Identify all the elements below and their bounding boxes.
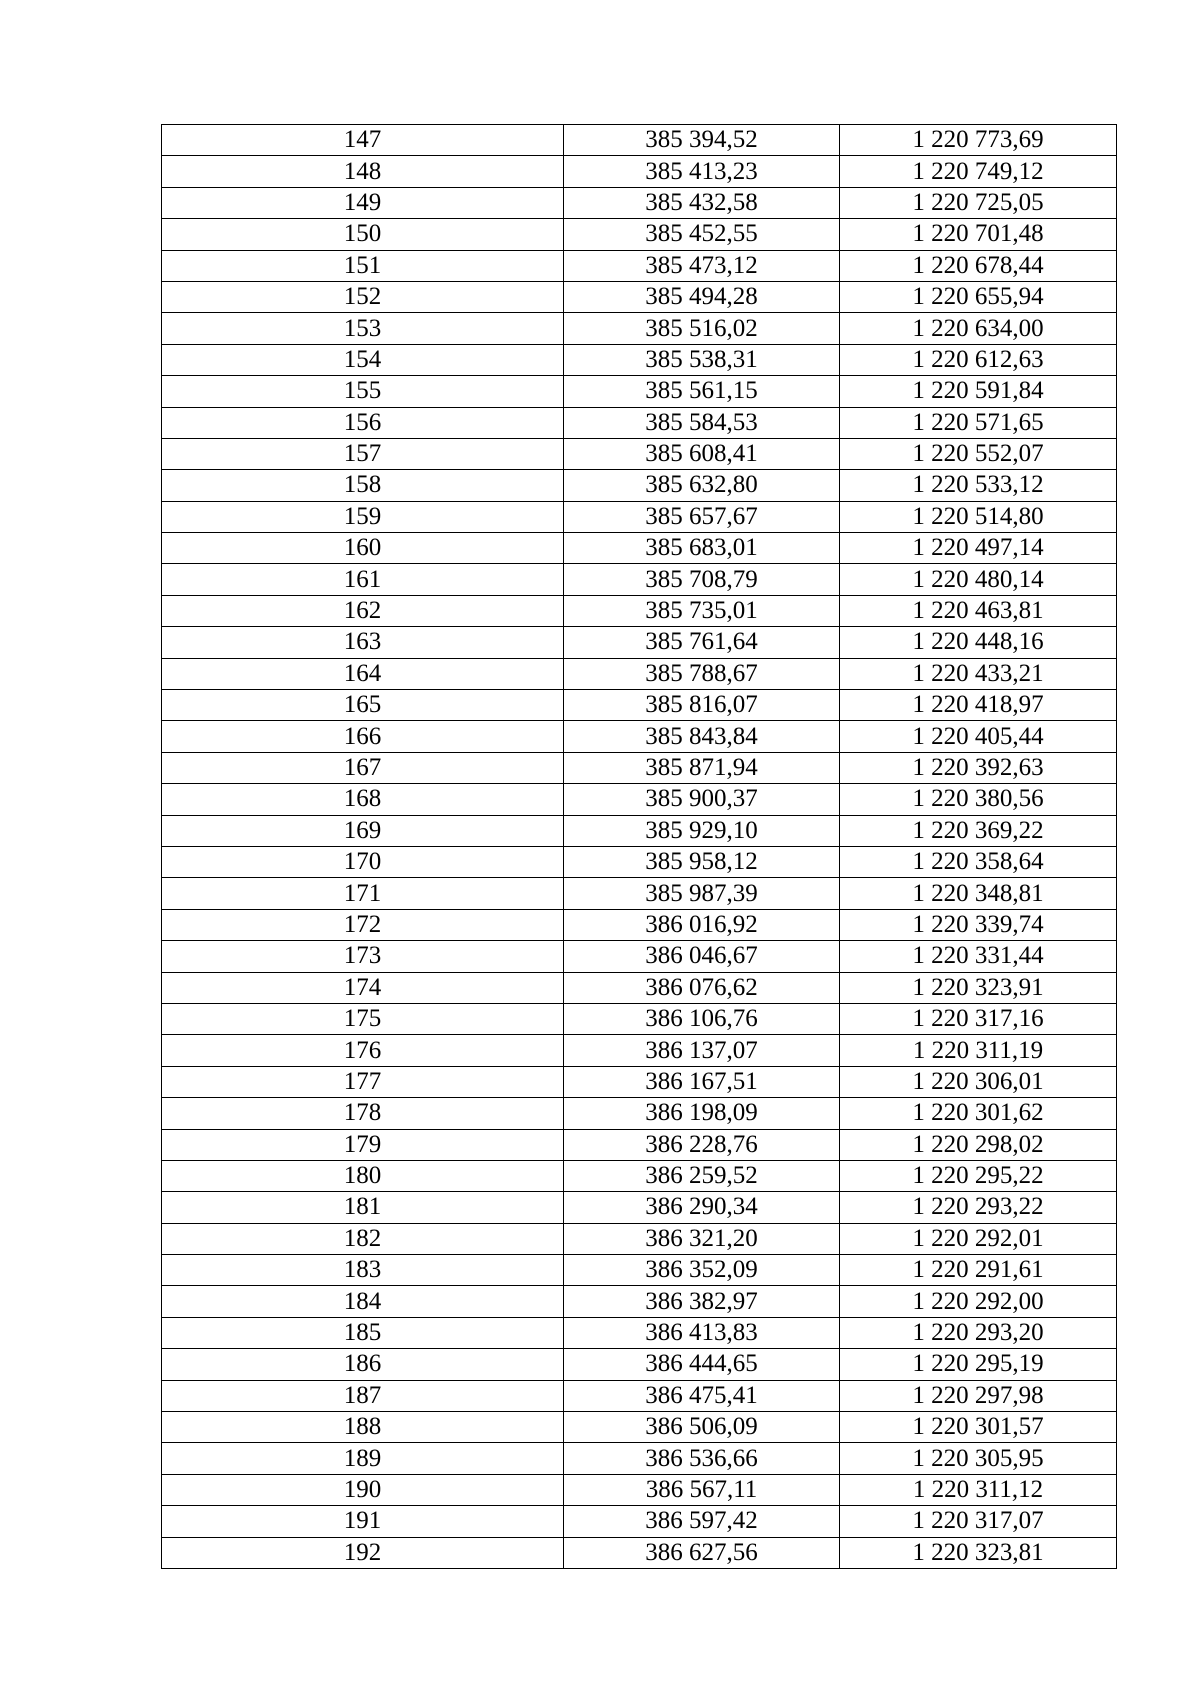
point-number-cell: 166 xyxy=(162,721,564,752)
table-row xyxy=(162,501,1117,532)
y-coordinate-cell: 1 220 292,01 xyxy=(840,1223,1117,1254)
x-coordinate-cell: 386 382,97 xyxy=(564,1286,840,1317)
table-row xyxy=(162,752,1117,783)
x-coordinate-cell: 386 567,11 xyxy=(564,1474,840,1505)
table-row xyxy=(162,376,1117,407)
point-number-cell: 184 xyxy=(162,1286,564,1317)
y-coordinate-cell: 1 220 317,07 xyxy=(840,1506,1117,1537)
point-number-cell: 188 xyxy=(162,1412,564,1443)
table-row xyxy=(162,1003,1117,1034)
point-number-cell: 168 xyxy=(162,784,564,815)
x-coordinate-cell: 385 788,67 xyxy=(564,658,840,689)
y-coordinate-cell: 1 220 552,07 xyxy=(840,438,1117,469)
point-number-cell: 190 xyxy=(162,1474,564,1505)
x-coordinate-cell: 385 432,58 xyxy=(564,187,840,218)
x-coordinate-cell: 386 259,52 xyxy=(564,1160,840,1191)
y-coordinate-cell: 1 220 634,00 xyxy=(840,313,1117,344)
y-coordinate-cell: 1 220 331,44 xyxy=(840,941,1117,972)
table-row xyxy=(162,438,1117,469)
point-number-cell: 160 xyxy=(162,533,564,564)
point-number-cell: 191 xyxy=(162,1506,564,1537)
y-coordinate-cell: 1 220 358,64 xyxy=(840,846,1117,877)
y-coordinate-cell: 1 220 433,21 xyxy=(840,658,1117,689)
y-coordinate-cell: 1 220 301,62 xyxy=(840,1098,1117,1129)
x-coordinate-cell: 386 167,51 xyxy=(564,1066,840,1097)
point-number-cell: 164 xyxy=(162,658,564,689)
y-coordinate-cell: 1 220 418,97 xyxy=(840,690,1117,721)
table-row xyxy=(162,187,1117,218)
x-coordinate-cell: 386 444,65 xyxy=(564,1349,840,1380)
x-coordinate-cell: 386 506,09 xyxy=(564,1412,840,1443)
point-number-cell: 162 xyxy=(162,595,564,626)
table-row xyxy=(162,878,1117,909)
x-coordinate-cell: 386 352,09 xyxy=(564,1255,840,1286)
y-coordinate-cell: 1 220 514,80 xyxy=(840,501,1117,532)
y-coordinate-cell: 1 220 612,63 xyxy=(840,344,1117,375)
x-coordinate-cell: 386 290,34 xyxy=(564,1192,840,1223)
y-coordinate-cell: 1 220 297,98 xyxy=(840,1380,1117,1411)
table-row xyxy=(162,219,1117,250)
y-coordinate-cell: 1 220 311,19 xyxy=(840,1035,1117,1066)
point-number-cell: 150 xyxy=(162,219,564,250)
y-coordinate-cell: 1 220 463,81 xyxy=(840,595,1117,626)
point-number-cell: 177 xyxy=(162,1066,564,1097)
y-coordinate-cell: 1 220 448,16 xyxy=(840,627,1117,658)
table-row xyxy=(162,407,1117,438)
table-row xyxy=(162,125,1117,156)
x-coordinate-cell: 385 871,94 xyxy=(564,752,840,783)
x-coordinate-cell: 386 475,41 xyxy=(564,1380,840,1411)
table-row xyxy=(162,784,1117,815)
table-row xyxy=(162,1035,1117,1066)
y-coordinate-cell: 1 220 725,05 xyxy=(840,187,1117,218)
point-number-cell: 157 xyxy=(162,438,564,469)
y-coordinate-cell: 1 220 306,01 xyxy=(840,1066,1117,1097)
table-row xyxy=(162,344,1117,375)
y-coordinate-cell: 1 220 311,12 xyxy=(840,1474,1117,1505)
point-number-cell: 185 xyxy=(162,1317,564,1348)
table-row xyxy=(162,281,1117,312)
y-coordinate-cell: 1 220 293,22 xyxy=(840,1192,1117,1223)
point-number-cell: 161 xyxy=(162,564,564,595)
x-coordinate-cell: 386 198,09 xyxy=(564,1098,840,1129)
x-coordinate-cell: 386 228,76 xyxy=(564,1129,840,1160)
y-coordinate-cell: 1 220 317,16 xyxy=(840,1003,1117,1034)
point-number-cell: 171 xyxy=(162,878,564,909)
table-row xyxy=(162,1098,1117,1129)
table-row xyxy=(162,846,1117,877)
y-coordinate-cell: 1 220 305,95 xyxy=(840,1443,1117,1474)
point-number-cell: 155 xyxy=(162,376,564,407)
table-row xyxy=(162,1160,1117,1191)
x-coordinate-cell: 385 708,79 xyxy=(564,564,840,595)
y-coordinate-cell: 1 220 773,69 xyxy=(840,125,1117,156)
y-coordinate-cell: 1 220 295,19 xyxy=(840,1349,1117,1380)
table-row xyxy=(162,470,1117,501)
point-number-cell: 172 xyxy=(162,909,564,940)
y-coordinate-cell: 1 220 339,74 xyxy=(840,909,1117,940)
point-number-cell: 153 xyxy=(162,313,564,344)
table-row xyxy=(162,815,1117,846)
table-row xyxy=(162,1192,1117,1223)
table-row xyxy=(162,313,1117,344)
point-number-cell: 174 xyxy=(162,972,564,1003)
y-coordinate-cell: 1 220 292,00 xyxy=(840,1286,1117,1317)
point-number-cell: 154 xyxy=(162,344,564,375)
point-number-cell: 148 xyxy=(162,156,564,187)
x-coordinate-cell: 385 494,28 xyxy=(564,281,840,312)
x-coordinate-cell: 385 843,84 xyxy=(564,721,840,752)
x-coordinate-cell: 385 958,12 xyxy=(564,846,840,877)
point-number-cell: 169 xyxy=(162,815,564,846)
point-number-cell: 192 xyxy=(162,1537,564,1568)
table-row xyxy=(162,627,1117,658)
x-coordinate-cell: 385 394,52 xyxy=(564,125,840,156)
x-coordinate-cell: 386 536,66 xyxy=(564,1443,840,1474)
table-row xyxy=(162,658,1117,689)
y-coordinate-cell: 1 220 749,12 xyxy=(840,156,1117,187)
x-coordinate-cell: 385 657,67 xyxy=(564,501,840,532)
x-coordinate-cell: 385 452,55 xyxy=(564,219,840,250)
y-coordinate-cell: 1 220 392,63 xyxy=(840,752,1117,783)
table-row xyxy=(162,1506,1117,1537)
point-number-cell: 178 xyxy=(162,1098,564,1129)
point-number-cell: 165 xyxy=(162,690,564,721)
x-coordinate-cell: 385 608,41 xyxy=(564,438,840,469)
x-coordinate-cell: 386 597,42 xyxy=(564,1506,840,1537)
point-number-cell: 183 xyxy=(162,1255,564,1286)
y-coordinate-cell: 1 220 480,14 xyxy=(840,564,1117,595)
x-coordinate-cell: 385 683,01 xyxy=(564,533,840,564)
table-row xyxy=(162,1537,1117,1568)
y-coordinate-cell: 1 220 591,84 xyxy=(840,376,1117,407)
x-coordinate-cell: 385 761,64 xyxy=(564,627,840,658)
point-number-cell: 170 xyxy=(162,846,564,877)
x-coordinate-cell: 385 632,80 xyxy=(564,470,840,501)
y-coordinate-cell: 1 220 369,22 xyxy=(840,815,1117,846)
y-coordinate-cell: 1 220 701,48 xyxy=(840,219,1117,250)
table-row xyxy=(162,1255,1117,1286)
x-coordinate-cell: 385 929,10 xyxy=(564,815,840,846)
table-row xyxy=(162,972,1117,1003)
table-row xyxy=(162,1129,1117,1160)
y-coordinate-cell: 1 220 298,02 xyxy=(840,1129,1117,1160)
x-coordinate-cell: 385 735,01 xyxy=(564,595,840,626)
x-coordinate-cell: 386 046,67 xyxy=(564,941,840,972)
x-coordinate-cell: 386 321,20 xyxy=(564,1223,840,1254)
x-coordinate-cell: 386 106,76 xyxy=(564,1003,840,1034)
y-coordinate-cell: 1 220 571,65 xyxy=(840,407,1117,438)
table-row xyxy=(162,1380,1117,1411)
y-coordinate-cell: 1 220 348,81 xyxy=(840,878,1117,909)
y-coordinate-cell: 1 220 678,44 xyxy=(840,250,1117,281)
table-row xyxy=(162,156,1117,187)
x-coordinate-cell: 385 584,53 xyxy=(564,407,840,438)
coordinates-table xyxy=(161,124,1117,1569)
y-coordinate-cell: 1 220 533,12 xyxy=(840,470,1117,501)
table-row xyxy=(162,1286,1117,1317)
point-number-cell: 176 xyxy=(162,1035,564,1066)
x-coordinate-cell: 385 900,37 xyxy=(564,784,840,815)
table-row xyxy=(162,1223,1117,1254)
y-coordinate-cell: 1 220 323,91 xyxy=(840,972,1117,1003)
table-row xyxy=(162,1066,1117,1097)
table-row xyxy=(162,250,1117,281)
table-row xyxy=(162,564,1117,595)
point-number-cell: 180 xyxy=(162,1160,564,1191)
point-number-cell: 159 xyxy=(162,501,564,532)
y-coordinate-cell: 1 220 497,14 xyxy=(840,533,1117,564)
x-coordinate-cell: 386 413,83 xyxy=(564,1317,840,1348)
x-coordinate-cell: 386 016,92 xyxy=(564,909,840,940)
x-coordinate-cell: 386 076,62 xyxy=(564,972,840,1003)
point-number-cell: 158 xyxy=(162,470,564,501)
point-number-cell: 163 xyxy=(162,627,564,658)
table-row xyxy=(162,1443,1117,1474)
y-coordinate-cell: 1 220 295,22 xyxy=(840,1160,1117,1191)
y-coordinate-cell: 1 220 293,20 xyxy=(840,1317,1117,1348)
table-row xyxy=(162,1349,1117,1380)
table-row xyxy=(162,1474,1117,1505)
point-number-cell: 186 xyxy=(162,1349,564,1380)
x-coordinate-cell: 385 413,23 xyxy=(564,156,840,187)
x-coordinate-cell: 385 538,31 xyxy=(564,344,840,375)
x-coordinate-cell: 385 473,12 xyxy=(564,250,840,281)
point-number-cell: 147 xyxy=(162,125,564,156)
point-number-cell: 175 xyxy=(162,1003,564,1034)
x-coordinate-cell: 385 987,39 xyxy=(564,878,840,909)
point-number-cell: 156 xyxy=(162,407,564,438)
point-number-cell: 187 xyxy=(162,1380,564,1411)
table-row xyxy=(162,909,1117,940)
table-row xyxy=(162,595,1117,626)
table-row xyxy=(162,533,1117,564)
y-coordinate-cell: 1 220 291,61 xyxy=(840,1255,1117,1286)
x-coordinate-cell: 385 516,02 xyxy=(564,313,840,344)
x-coordinate-cell: 386 137,07 xyxy=(564,1035,840,1066)
table-row xyxy=(162,690,1117,721)
table-row xyxy=(162,721,1117,752)
point-number-cell: 167 xyxy=(162,752,564,783)
y-coordinate-cell: 1 220 323,81 xyxy=(840,1537,1117,1568)
x-coordinate-cell: 385 561,15 xyxy=(564,376,840,407)
point-number-cell: 179 xyxy=(162,1129,564,1160)
table-row xyxy=(162,941,1117,972)
point-number-cell: 173 xyxy=(162,941,564,972)
coordinates-table-body xyxy=(162,125,1117,1569)
point-number-cell: 182 xyxy=(162,1223,564,1254)
point-number-cell: 149 xyxy=(162,187,564,218)
y-coordinate-cell: 1 220 301,57 xyxy=(840,1412,1117,1443)
y-coordinate-cell: 1 220 655,94 xyxy=(840,281,1117,312)
point-number-cell: 189 xyxy=(162,1443,564,1474)
x-coordinate-cell: 385 816,07 xyxy=(564,690,840,721)
table-row xyxy=(162,1412,1117,1443)
y-coordinate-cell: 1 220 405,44 xyxy=(840,721,1117,752)
y-coordinate-cell: 1 220 380,56 xyxy=(840,784,1117,815)
point-number-cell: 152 xyxy=(162,281,564,312)
table-row xyxy=(162,1317,1117,1348)
point-number-cell: 151 xyxy=(162,250,564,281)
point-number-cell: 181 xyxy=(162,1192,564,1223)
x-coordinate-cell: 386 627,56 xyxy=(564,1537,840,1568)
